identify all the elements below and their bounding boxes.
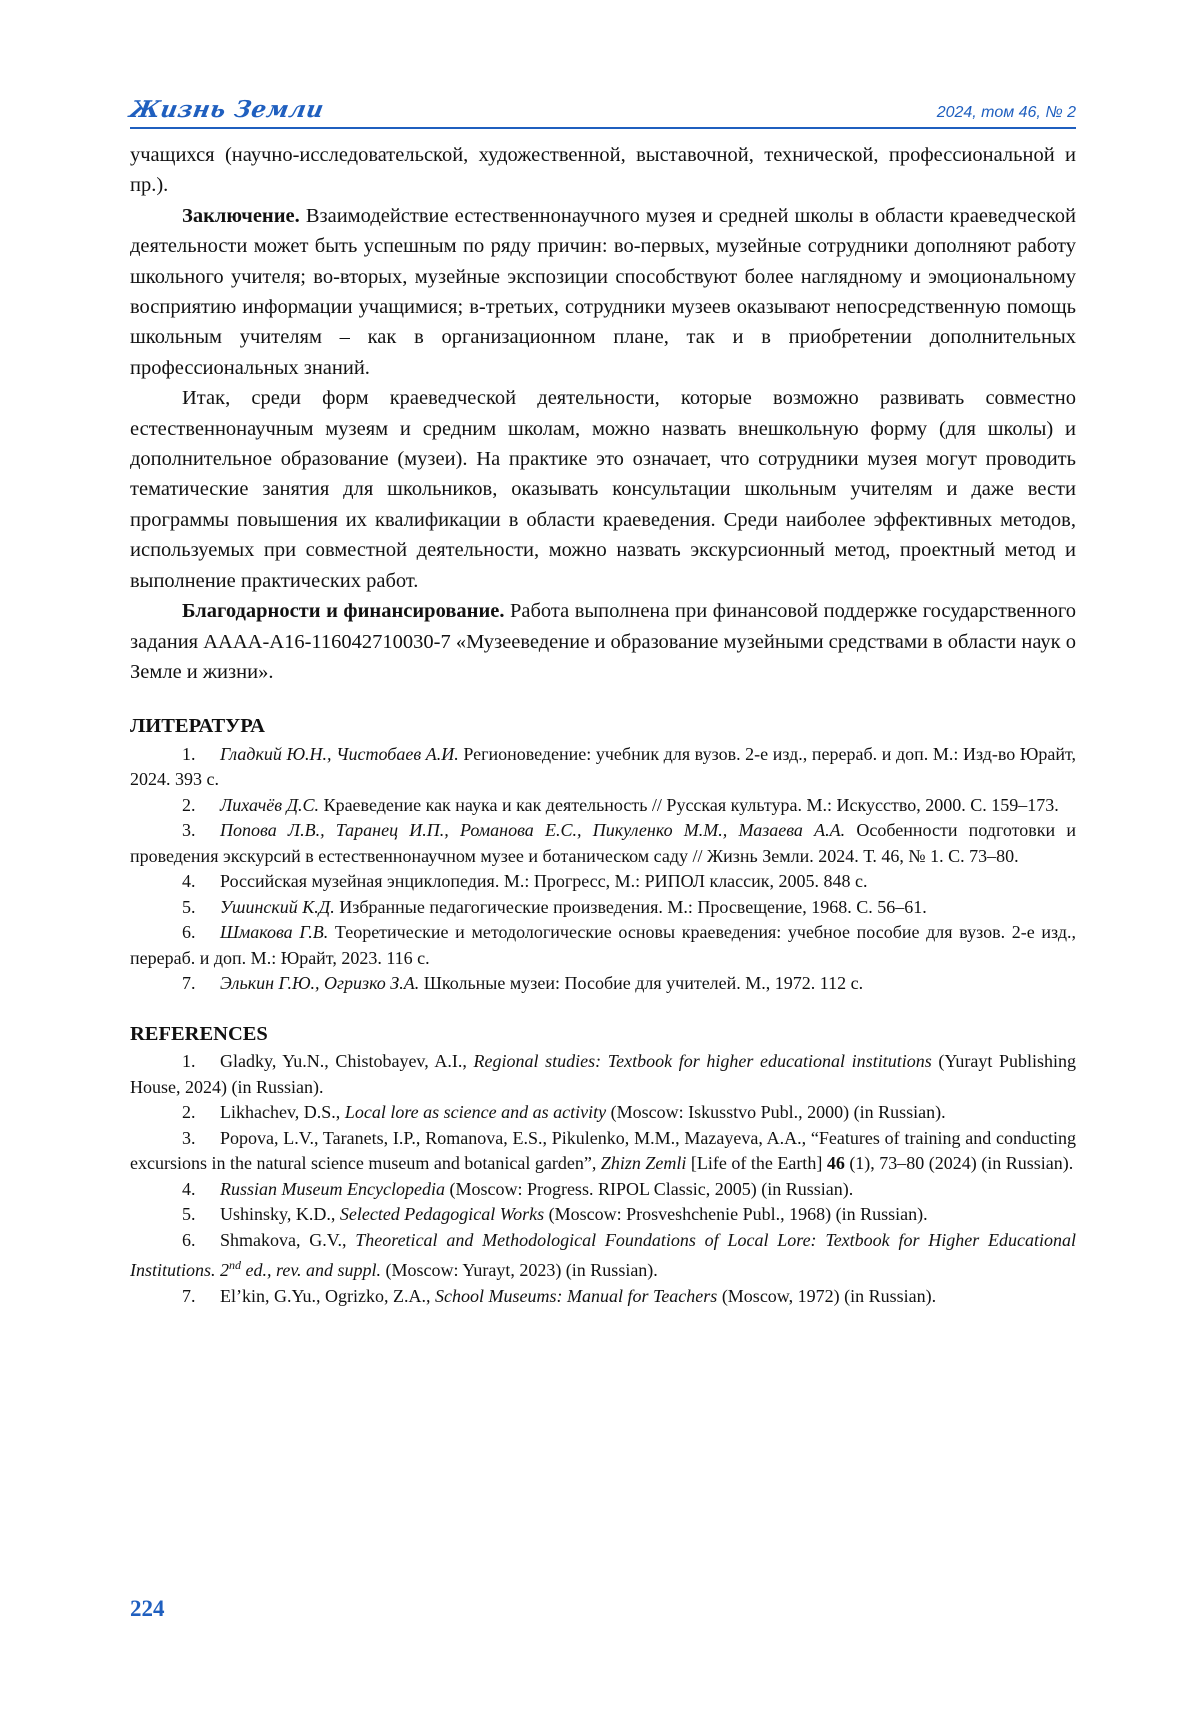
ref-number: 3. (182, 1127, 196, 1148)
paragraph-summary (130, 383, 1076, 596)
reference-item (130, 1126, 1076, 1177)
literatura-heading: ЛИТЕРАТУРА (130, 715, 265, 738)
paragraph-text: Итак, среди форм краеведческой деятельности, которые возможно развивать совместно естественнонаучным музеям и средним школам, можно назвать внешкольную форму (для школы) и дополнительное образование (музеи). На практике это означает, что сотрудники музея могут проводить тематические занятия для школьников, оказывать консультации школьным учителям и даже вести программы повышения их квалификации в области краеведения. Среди наиболее эффективных методов, используемых при совместной деятельности, можно назвать экскурсионный метод, проектный метод и выполнение практических работ. (130, 387, 1076, 592)
literatura-item (130, 742, 1076, 793)
ref-number: 6. (182, 922, 196, 943)
ref-text: Особенности подготовки и проведения экскурсий в естественнонаучном музее и ботаническом саду // Жизнь Земли. 2024. Т. 46, № 1. С. 73–80. (130, 820, 1076, 866)
ref-title: Selected Pedagogical Works (339, 1204, 545, 1225)
reference-item (130, 1049, 1076, 1100)
ref-authors: Ushinsky, K.D., (220, 1204, 340, 1225)
ref-number: 2. (182, 794, 196, 815)
ref-number: 2. (182, 1102, 196, 1123)
reference-item (130, 1100, 1076, 1126)
ref-text: [Life of the Earth] (686, 1153, 827, 1174)
ref-authors: Лихачёв Д.С. (220, 794, 320, 815)
paragraph-text: учащихся (научно-исследовательской, художественной, выставочной, технической, профессиональной и пр.). (130, 144, 1076, 197)
references-list (130, 1049, 1076, 1309)
ref-title: Russian Museum Encyclopedia (220, 1178, 445, 1199)
section-lead-conclusion: Заключение. (182, 204, 300, 227)
header-rule (130, 127, 1076, 129)
article-body (130, 140, 1076, 1309)
ref-number: 5. (182, 1204, 196, 1225)
ref-text: Регионоведение: учебник для вузов. 2-е изд., перераб. и доп. М.: Изд-во Юрайт, 2024. 393 с. (130, 743, 1076, 790)
ref-title: Regional studies: Textbook for higher educational institutions (473, 1051, 932, 1072)
literatura-item (130, 793, 1076, 819)
paragraph-text: Работа выполнена при финансовой поддержке государственного задания АААА-А16-116042710030-7 «Музееведение и образование музейными средствами в области наук о Земле и жизни». (130, 600, 1076, 683)
ref-number: 7. (182, 973, 196, 994)
paragraph-conclusion (130, 201, 1076, 383)
ref-number: 5. (182, 896, 196, 917)
literatura-item (130, 920, 1076, 971)
ref-number: 3. (182, 820, 196, 841)
ref-superscript: nd (229, 1258, 242, 1273)
ref-authors: Шмакова Г.В. (220, 922, 329, 943)
ref-volume: 46 (826, 1153, 845, 1174)
section-lead-acknowledgements: Благодарности и финансирование. (182, 600, 505, 623)
ref-text: Российская музейная энциклопедия. М.: Прогресс, М.: РИПОЛ классик, 2005. 848 с. (220, 871, 868, 892)
ref-authors: Gladky, Yu.N., Chistobayev, A.I., (220, 1051, 474, 1072)
ref-authors: El’kin, G.Yu., Ogrizko, Z.A., (220, 1285, 435, 1306)
ref-text: Краеведение как наука и как деятельность // Русская культура. М.: Искусство, 2000. С. 159–173. (319, 794, 1059, 815)
ref-text: (Yurayt Publishing House, 2024) (in Russian). (130, 1051, 1076, 1097)
ref-number: 6. (182, 1229, 196, 1250)
ref-text: (Moscow: Iskusstvo Publ., 2000) (in Russian). (606, 1102, 946, 1123)
ref-number: 4. (182, 871, 196, 892)
literatura-item (130, 895, 1076, 921)
ref-text: (1), 73–80 (2024) (in Russian). (844, 1153, 1074, 1174)
literatura-item (130, 971, 1076, 997)
literatura-list (130, 742, 1076, 997)
ref-number: 7. (182, 1285, 196, 1306)
ref-authors: Гладкий Ю.Н., Чистобаев А.И. (220, 743, 459, 764)
reference-item (130, 1202, 1076, 1228)
paragraph-text: Взаимодействие естественнонаучного музея и средней школы в области краеведческой деятельности может быть успешным по ряду причин: во-первых, музейные сотрудники дополняют работу школьного учителя; во-вторых, музейные экспозиции способствуют более наглядному и эмоциональному восприятию информации учащимися; в-третьих, сотрудники музеев оказывают непосредственную помощь школьным учителям – как в организационном плане, так и в приобретении дополнительных профессиональных знаний. (130, 204, 1076, 379)
paragraph-acknowledgements (130, 596, 1076, 687)
ref-authors: Likhachev, D.S., (220, 1102, 345, 1123)
ref-number: 1. (182, 743, 196, 764)
ref-authors: Попова Л.В., Таранец И.П., Романова Е.С., Пикуленко М.М., Мазаева А.А. (220, 820, 846, 841)
ref-number: 1. (182, 1051, 196, 1072)
ref-text: Избранные педагогические произведения. М.: Просвещение, 1968. С. 56–61. (334, 896, 927, 917)
ref-text: (Moscow: Yurayt, 2023) (in Russian). (381, 1260, 658, 1281)
references-heading: REFERENCES (130, 1022, 268, 1045)
ref-title: Theoretical and Methodological Foundations of Local Lore: Textbook for Higher Educational Institutions. 2 (130, 1229, 1076, 1281)
ref-authors: Ушинский К.Д. (220, 896, 335, 917)
ref-text: Школьные музеи: Пособие для учителей. М., 1972. 112 с. (419, 973, 864, 994)
reference-item (130, 1284, 1076, 1310)
ref-text: Теоретические и методологические основы краеведения: учебное пособие для вузов. 2-е изд., перераб. и доп. М.: Юрайт, 2023. 116 с. (130, 922, 1076, 968)
literatura-item (130, 869, 1076, 895)
journal-logo: Жизнь Земли (127, 96, 327, 123)
running-header (127, 96, 1076, 132)
reference-item (130, 1228, 1076, 1284)
issue-info: 2024, том 46, № 2 (936, 104, 1076, 121)
ref-journal: Zhizn Zemli (600, 1153, 687, 1174)
page-number: 224 (130, 1596, 165, 1621)
ref-title: Local lore as science and as activity (344, 1102, 607, 1123)
paragraph-continuation (130, 140, 1076, 201)
ref-text: (Moscow: Prosveshchenie Publ., 1968) (in Russian). (544, 1204, 928, 1225)
ref-authors: Popova, L.V., Taranets, I.P., Romanova, E.S., Pikulenko, M.M., Mazayeva, A.A., “Features of training and conducting excursions in the natural science museum and botanical garden”, (130, 1127, 1076, 1174)
ref-text: (Moscow, 1972) (in Russian). (717, 1285, 937, 1306)
ref-title-cont: ed., rev. and suppl. (241, 1260, 381, 1281)
ref-authors: Shmakova, G.V., (220, 1229, 356, 1250)
ref-authors: Элькин Г.Ю., Огризко З.А. (220, 973, 420, 994)
literatura-item (130, 818, 1076, 869)
ref-text: (Moscow: Progress. RIPOL Classic, 2005) (in Russian). (444, 1178, 854, 1199)
ref-number: 4. (182, 1178, 196, 1199)
reference-item (130, 1177, 1076, 1203)
ref-title: School Museums: Manual for Teachers (434, 1285, 718, 1306)
